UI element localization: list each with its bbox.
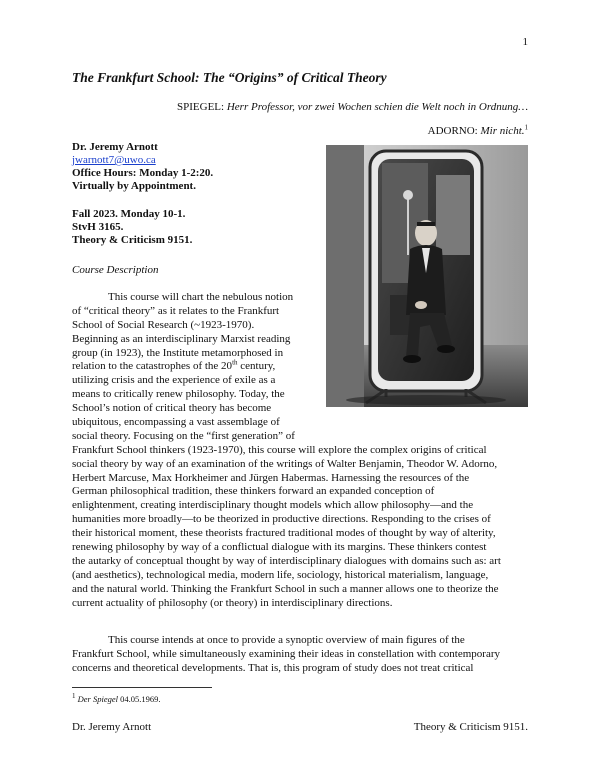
footnote-1 <box>72 694 161 704</box>
office-hours: Office Hours: Monday 1-2:20. <box>72 167 214 179</box>
appointment-note: Virtually by Appointment. <box>72 180 196 192</box>
paragraph-line: renewing philosophy by way of a conflictual dialogue with its margins. These thinkers contest <box>72 541 487 554</box>
paragraph-line-with-superscript <box>72 360 528 374</box>
footnote-source: Der Spiegel <box>77 694 118 704</box>
paragraph-line: ubiquitous, encompassing a vast assemblage of <box>72 416 280 429</box>
course-description-paragraph-2 <box>72 634 528 676</box>
paragraph-line: Frankfurt School thinkers (1923-1970), this course will explore the complex origins of critical <box>72 443 487 456</box>
superscript-th: th <box>232 358 238 367</box>
paragraph-line: and the natural world. Thinking the Frankfurt School in such a manner allows one to theorize the <box>72 582 499 595</box>
paragraph-line: This course will chart the nebulous notion <box>108 291 294 303</box>
paragraph-line: Frankfurt School, while simultaneously examining their ideas in constellation with contemporary <box>72 647 500 660</box>
paragraph-text: century, <box>237 360 276 373</box>
paragraph-line: their historical moment, these theorists fractured traditional modes of thought by way of alterity, <box>72 527 496 540</box>
instructor-name: Dr. Jeremy Arnott <box>72 141 158 153</box>
paragraph-line: social theory. Focusing on the “first generation” of <box>72 429 295 442</box>
paragraph-line: of “critical theory” as it relates to the Frankfurt <box>72 304 280 317</box>
page-number: 1 <box>522 36 528 48</box>
paragraph-line: utilizing crisis and the experience of exile as a <box>72 374 276 387</box>
footnote-ref[interactable]: 1 <box>524 123 528 132</box>
course-term: Fall 2023. Monday 10-1. <box>72 208 186 220</box>
footer-course: Theory & Criticism 9151. <box>413 721 528 733</box>
footnote-number: 1 <box>72 692 76 701</box>
footnote-divider <box>72 687 212 688</box>
paragraph-line: Beginning as an interdisciplinary Marxist reading <box>72 332 291 345</box>
course-block <box>72 208 192 247</box>
course-description-paragraph-1 <box>72 291 528 610</box>
paragraph-text: relation to the catastrophes of the 20 <box>72 360 233 373</box>
footnote-date: 04.05.1969. <box>118 694 161 704</box>
course-code: Theory & Criticism 9151. <box>72 234 193 246</box>
epigraph-line-2 <box>428 125 528 137</box>
paragraph-line: social theory by way of an examination of the writings of Walter Benjamin, Theodor W. Adorno, <box>72 457 498 470</box>
footer-author: Dr. Jeremy Arnott <box>72 721 152 733</box>
paragraph-line: German philosophical tradition, these thinkers forward an expanded conception of <box>72 485 435 498</box>
paragraph-line: means to critically renew philosophy. Today, the <box>72 388 285 401</box>
epigraph-speaker-2: ADORNO: <box>427 125 478 137</box>
course-room: StvH 3165. <box>72 221 124 233</box>
epigraph-quote-2: Mir nicht. <box>480 125 525 137</box>
paragraph-line: School of Social Research (~1923-1970). <box>72 318 255 331</box>
paragraph-line: humanities more broadly—to be theorized in productive directions. Responding to the crises of <box>72 513 491 526</box>
paragraph-line: concerns and theoretical developments. That is, this program of study does not treat critical <box>72 661 474 674</box>
document-title: The Frankfurt School: The “Origins” of Critical Theory <box>72 70 387 85</box>
instructor-block <box>72 141 213 193</box>
paragraph-line: School’s notion of critical theory has become <box>72 402 272 415</box>
epigraph-line-1 <box>177 101 528 113</box>
paragraph-line: Herbert Marcuse, Max Horkheimer and Jürgen Habermas. Harnessing the resources of the <box>72 471 470 484</box>
paragraph-line: This course intends at once to provide a synoptic overview of main figures of the <box>108 634 465 646</box>
instructor-email-link[interactable]: jwarnott7@uwo.ca <box>72 154 156 166</box>
paragraph-line: the autarky of conceptual thought by way of interdisciplinary dialogues with domains such as: art <box>72 554 501 567</box>
paragraph-line: current actuality of philosophy (or theory) in interdisciplinary directions. <box>72 596 393 609</box>
epigraph-quote-1: Herr Professor, vor zwei Wochen schien die Welt noch in Ordnung… <box>226 101 528 113</box>
paragraph-line: (and aesthetics), technological media, modern life, sociology, historical materialism, language, <box>72 568 489 581</box>
section-heading-course-description: Course Description <box>72 264 159 276</box>
paragraph-line: enlightenment, creating interdisciplinary thought models which allow philosophy—and the <box>72 499 474 512</box>
epigraph-speaker-1: SPIEGEL: <box>177 101 225 113</box>
paragraph-line: group (in 1923), the Institute metamorphosed in <box>72 346 284 359</box>
